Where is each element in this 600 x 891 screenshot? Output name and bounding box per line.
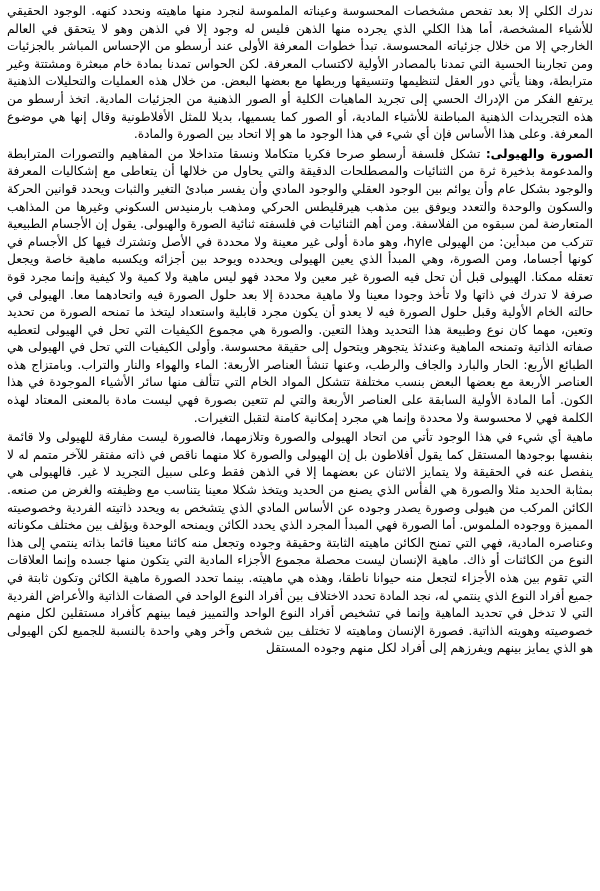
section-heading: الصورة والهيولى:: [485, 146, 594, 161]
paragraph-intro: [7, 3, 593, 144]
paragraph-intro-text: ندرك الكلي إلا بعد تفحص مشخصات المحسوسة وعيناته الملموسة لنجرد منها ماهيته ونحدد كنهه. الوجود الحقيقي للأشياء المشخصة، أما هذا الكلي الذي يجرده منها الذهن فليس له وجود إلا في الذهن وهو لا يتحقق في العالم الخارجي إلا من خلال جزئياته المحسوسة. تبدأ خطوات المعرفة الأولى عند أرسطو من الإحساس المباشر بالجزئيات ومن تجاربنا الحسية التي تمدنا بالمصادر الأولية لاكتساب المعرفة. لكن الحواس تمدنا بمادة خام مبعثرة ومشتتة وغير مترابطة، وهنا يأتي دور العقل لتنظيمها وتنسيقها وربطها مع بعضها البعض. من خلال هذه العمليات والتحليلات الذهنية يرتفع الفكر من الإدراك الحسي إلى تجريد الماهيات الكلية أو الصور الذهنية من الجزئيات المادية. اتخذ أرسطو من هذه التجريدات الذهنية المباطنة للأشياء المادية، أو الصور كما يسميها، بديلا للمثل الأفلاطونية وقال إنها هي موضوع المعرفة. وعلى هذا الأساس فإن أي شيء في هذا الوجود ما هو إلا اتحاد بين الصورة والمادة.: [7, 4, 593, 142]
paragraph-form-and-matter: [7, 146, 593, 428]
paragraph-essence-text: ماهية أي شيء في هذا الوجود تأتي من اتحاد الهيولى والصورة وتلازمهما، فالصورة ليست مفارقة للهيولى ولا قائمة بنفسها بوجودها المستقل كما يقول أفلاطون بل إن الهيولى والصورة كلا منهما ناقص في ذاته مفتقر للآخر متمم له لا ينفصل عنه في الحقيقة ولا يتمايز الاثنان عن بعضهما إلا في الذهن فقط وعلى سبيل التجريد لا غير. فالهيولى هي بمثابة الحديد مثلا والصورة هي الفأس الذي يصنع من الحديد ويتخذ شكلا معينا يتناسب مع وظيفته والغرض من صنعه. الكائن المركب من هيولى وصورة يصدر وجوده عن الأساس المادي الذي يتشخص به ويحدد ذاتيته الفردية وخصوصيته المميزة ووجوده الملموس. أما الصورة فهي المبدأ المجرد الذي يحدد الكائن ويمنحه الوحدة ويؤلف بين مختلف مكوناته وعناصره المادية، فهي التي تمنح الكائن ماهيته الثابتة وحقيقة وجوده وتجعل منه كائنا معينا قائما بذاته ينتمي إلى هذا النوع من الكائنات أو ذاك. ماهية الإنسان ليست محصلة مجموع الأجزاء المادية التي يتكون منها جسده وإنما العلاقات التي تقوم بين هذه الأجزاء لتجعل منه حيوانا ناطقا، وهذه هي ماهيته. بينما تحدد الصورة ماهية الكائن وتكون ثابتة في جميع أفراد النوع الذي ينتمي له، نجد المادة تحدد الاختلاف بين أفراد النوع الواحد في الصفات الذاتية والأعراض الفردية التي لا تدخل في تحديد الماهية وإنما في تشخيص أفراد النوع الواحد والتمييز فيما بينهم كأفراد مستقلين لكل منهم خصوصيته وهويته الذاتية. فصورة الإنسان وماهيته لا تختلف بين شخص وآخر وهي واحدة بالنسبة للجميع لكن الهيولى هو الذي يمايز بينهم ويفرزهم إلى أفراد لكل منهم وجوده المستقل: [7, 430, 593, 656]
paragraph-essence: [7, 429, 593, 658]
paragraph-form-and-matter-text: تشكل فلسفة أرسطو صرحا فكريا متكاملا ونسقا متداخلا من المفاهيم والتصورات المترابطة والمدعومة بذخيرة ثرة من الثنائيات والمصطلحات الدقيقة والتي يحاول من خلالها أن يتعاطى مع إشكاليات المعرفة والوجود بشكل عام وأن يوائم بين الوجود العقلي والوجود المادي وأن يفسر مبادئ التغير والثبات ويحدد قوانين الحركة والسكون والوحدة والتعدد ويوفق بين مذهب هيرقليطس الحركي ومذهب بارمنيدس السكوني وغيرها من المذاهب المتعارضة لمن سبقوه من الفلاسفة. ومن أهم الثنائيات في فلسفته ثنائية الصورة والهيولى. يقول إن الأجسام الطبيعية تتركب من مبدأين: من الهيولى hyle، وهو مادة أولى غير معينة ولا محددة في الأصل وتشترك فيها كل الأجسام في كونها أجساما، ومن الصورة، وهي المبدأ الذي يعين الهيولى ويحدده ويوحد بين أجزائه ويكسبه ماهية خاصة ويجعل تعقله ممكنا. الهيولى قبل أن تحل فيه الصورة غير معين ولا محدد فهو ليس ماهية ولا كمية ولا كيفية وإنما مجرد قوة صرفة لا تدرك في ذاتها ولا تأخذ وجودا معينا ولا ماهية محددة إلا بعد حلول الصورة فيه واتحادهما معا. الهيولى في حالته الخام الأولية وقبل حلول الصورة فيه لا يعدو أن يكون مجرد قابلية واستعداد ليتخذ ما تمنحه الصورة من تحديد وتعين، مهما كان نوع وطبيعة هذا التحديد وهذا التعين. والصورة هي مجموع الكيفيات التي تحل في الهيولى لتعطيه صفاته الذاتية وتمنحه الماهية وعندئذ يتجوهر ويتحول إلى حقيقة محسوسة. وأولى الكيفيات التي تحل في الهيولى هي الطبائع الأربع: الحار والبارد والجاف والرطب، وعنها تنشأ العناصر الأربعة: الماء والهواء والنار والتراب. وبامتزاج هذه العناصر الأربعة مع بعضها البعض بنسب مختلفة تتشكل المواد الخام التي تتألف منها سائر الأشياء الموجودة في هذا الكون. أما المادة الأولية السابقة على العناصر الأربعة والتي لم تتعين بصورة فهي ليست مادة بالمعنى المعتاد لهذه الكلمة فهي لا محسوسة ولا محددة وإنما هي مجرد إمكانية كامنة لتقبل التغيرات.: [7, 146, 593, 425]
